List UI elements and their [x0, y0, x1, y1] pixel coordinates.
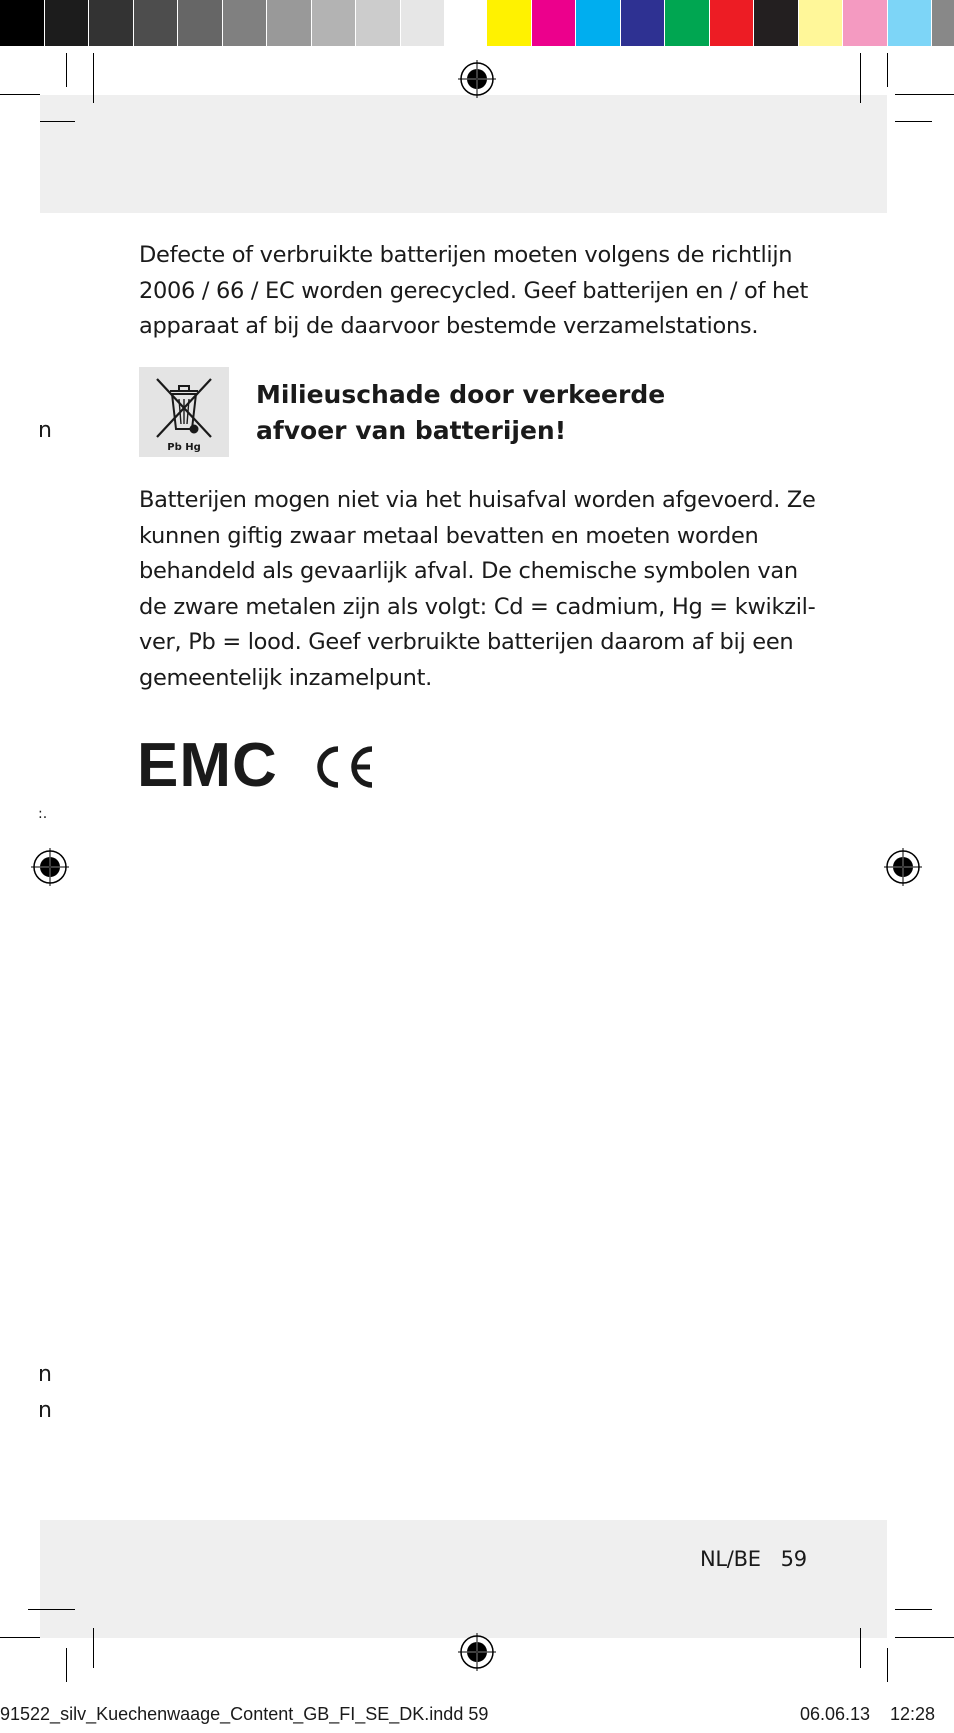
footer-band: [40, 1520, 887, 1638]
color-swatch: [843, 0, 888, 46]
color-swatch: [754, 0, 799, 46]
slug-time: 12:28: [890, 1704, 936, 1724]
color-swatch: [267, 0, 312, 46]
margin-fragment: n: [38, 1362, 52, 1387]
header-band: [40, 95, 887, 213]
heavy-metal-symbols: Pb Hg: [167, 442, 201, 453]
color-swatch: [45, 0, 90, 46]
process-color-bar: [487, 0, 954, 46]
crop-mark: [93, 1628, 94, 1668]
crop-mark: [28, 1609, 75, 1610]
color-swatch: [178, 0, 223, 46]
page-reference: [700, 1547, 807, 1571]
color-swatch: [532, 0, 577, 46]
registration-mark-icon: [458, 60, 496, 98]
margin-fragment: :.: [38, 806, 48, 822]
crop-mark: [860, 1628, 861, 1668]
crop-mark: [887, 53, 888, 87]
registration-mark-icon: [884, 848, 922, 886]
battery-disposal-paragraph: Batterijen mogen niet via het huisafval worden afgevoerd. Ze kunnen giftig zwaar metaal bevatten en moeten worden behandeld als gevaarlijk afval. De chemische symbolen van de zware metalen zijn als volgt: Cd = cadmium, Hg = kwikzil-ver, Pb = lood. Geef verbruikte batterijen daarom af bij een gemeentelijk inzamelpunt.: [139, 487, 816, 691]
registration-mark-icon: [31, 848, 69, 886]
crop-mark: [895, 1609, 932, 1610]
crop-mark: [66, 53, 67, 87]
color-swatch: [710, 0, 755, 46]
warning-heading-line-1: Milieuschade door verkeerde: [256, 380, 666, 409]
warning-heading-line-2: afvoer van batterijen!: [256, 416, 567, 445]
emc-label: EMC: [137, 731, 278, 800]
crop-mark: [66, 1648, 67, 1682]
crop-mark: [887, 1648, 888, 1682]
color-swatch: [888, 0, 933, 46]
crop-mark: [40, 121, 75, 122]
margin-fragment: n: [38, 1398, 52, 1423]
color-swatch: [665, 0, 710, 46]
color-swatch: [356, 0, 401, 46]
warning-heading: [256, 377, 756, 449]
page-language: NL/BE: [700, 1547, 761, 1571]
crop-mark: [895, 121, 932, 122]
color-swatch: [0, 0, 45, 46]
page-number: 59: [780, 1547, 807, 1571]
color-swatch: [401, 0, 446, 46]
slug-filename: 91522_silv_Kuechenwaage_Content_GB_FI_SE_DK.indd 59: [0, 1704, 489, 1724]
slug-date: 06.06.13: [800, 1704, 871, 1724]
color-swatch: [445, 0, 490, 46]
registration-mark-icon: [458, 1633, 496, 1671]
crop-mark: [895, 94, 954, 95]
crossed-out-bin-icon: [139, 367, 229, 457]
color-swatch: [576, 0, 621, 46]
crop-mark: [0, 1637, 40, 1638]
color-swatch: [799, 0, 844, 46]
crop-mark: [895, 1637, 954, 1638]
crop-mark: [93, 53, 94, 103]
color-swatch: [223, 0, 268, 46]
margin-fragment: n: [38, 418, 52, 443]
color-swatch: [932, 0, 954, 46]
ce-mark-icon: [312, 743, 378, 791]
crop-mark: [860, 53, 861, 103]
crop-mark: [0, 94, 40, 95]
color-swatch: [487, 0, 532, 46]
battery-recycling-paragraph: Defecte of verbruikte batterijen moeten volgens de richtlijn 2006 / 66 / EC worden gerecycled. Geef batterijen en / of het apparaat af bij de daarvoor bestemde verzamelstations.: [139, 242, 808, 339]
color-swatch: [134, 0, 179, 46]
color-swatch: [621, 0, 666, 46]
color-swatch: [312, 0, 357, 46]
grayscale-color-bar: [0, 0, 490, 46]
color-swatch: [89, 0, 134, 46]
